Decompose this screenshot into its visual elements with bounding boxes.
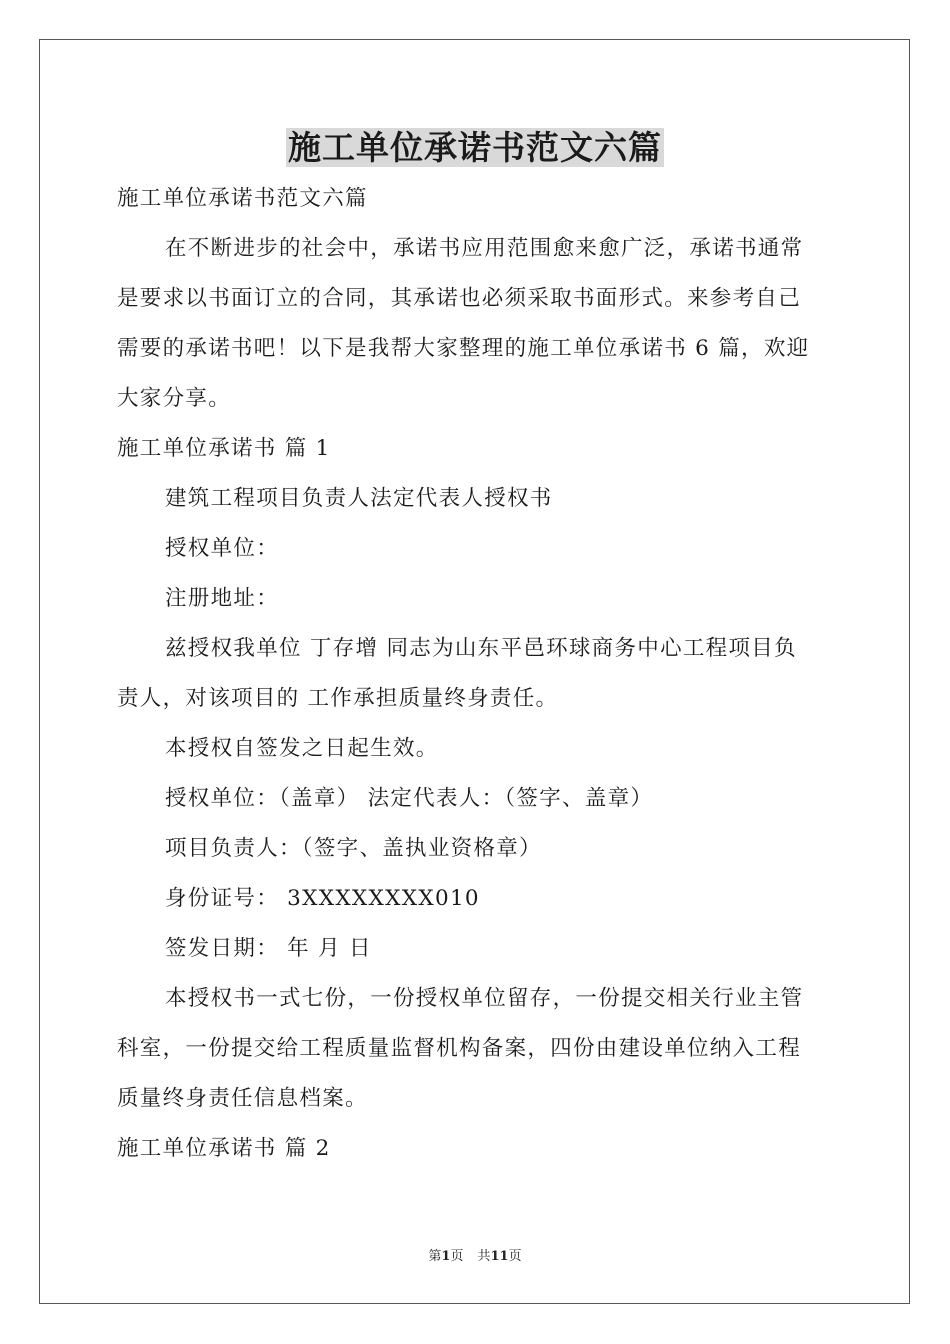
section-heading-2: 施工单位承诺书 篇 2 (117, 1136, 331, 1161)
page-border (39, 39, 910, 1304)
page-footer (0, 1248, 950, 1266)
footer-page-current: 1 (441, 1249, 451, 1264)
footer-total-suffix: 页 (508, 1249, 522, 1264)
authorization-body-line: 兹授权我单位 丁存增 同志为山东平邑环球商务中心工程项目负 (165, 636, 797, 661)
footer-page-total: 11 (490, 1249, 509, 1264)
project-leader-line: 项目负责人：（签字、盖执业资格章） (165, 836, 542, 861)
authorization-body-line: 责人，对该项目的 工作承担质量终身责任。 (117, 686, 559, 711)
copies-paragraph-line: 本授权书一式七份，一份授权单位留存，一份提交相关行业主管 (165, 986, 804, 1011)
authorizing-unit-line: 授权单位： (165, 536, 280, 561)
authorization-title: 建筑工程项目负责人法定代表人授权书 (165, 486, 553, 511)
registered-address-line: 注册地址： (165, 586, 280, 611)
copies-paragraph-line: 科室，一份提交给工程质量监督机构备案，四份由建设单位纳入工程 (117, 1036, 802, 1061)
footer-page-prefix: 第 (428, 1249, 442, 1264)
signature-line: 授权单位：（盖章） 法定代表人：（签字、盖章） (165, 786, 654, 811)
section-heading-1: 施工单位承诺书 篇 1 (117, 436, 331, 461)
footer-page-suffix: 页 (450, 1249, 464, 1264)
subtitle-line: 施工单位承诺书范文六篇 (117, 186, 368, 211)
id-number-line: 身份证号： 3XXXXXXXX010 (165, 886, 480, 911)
document-title-text: 施工单位承诺书范文六篇 (288, 128, 662, 167)
intro-paragraph-line: 需要的承诺书吧！以下是我帮大家整理的施工单位承诺书 6 篇，欢迎 (117, 336, 810, 361)
intro-paragraph-line: 大家分享。 (117, 386, 232, 411)
copies-paragraph-line: 质量终身责任信息档案。 (117, 1086, 368, 1111)
intro-paragraph-line: 是要求以书面订立的合同，其承诺也必须采取书面形式。来参考自己 (117, 286, 802, 311)
effective-line: 本授权自签发之日起生效。 (165, 736, 439, 761)
footer-total-prefix: 共 (477, 1249, 491, 1264)
intro-paragraph-line: 在不断进步的社会中，承诺书应用范围愈来愈广泛，承诺书通常 (165, 236, 804, 261)
document-title (0, 124, 950, 172)
issue-date-line: 签发日期： 年 月 日 (165, 936, 372, 961)
